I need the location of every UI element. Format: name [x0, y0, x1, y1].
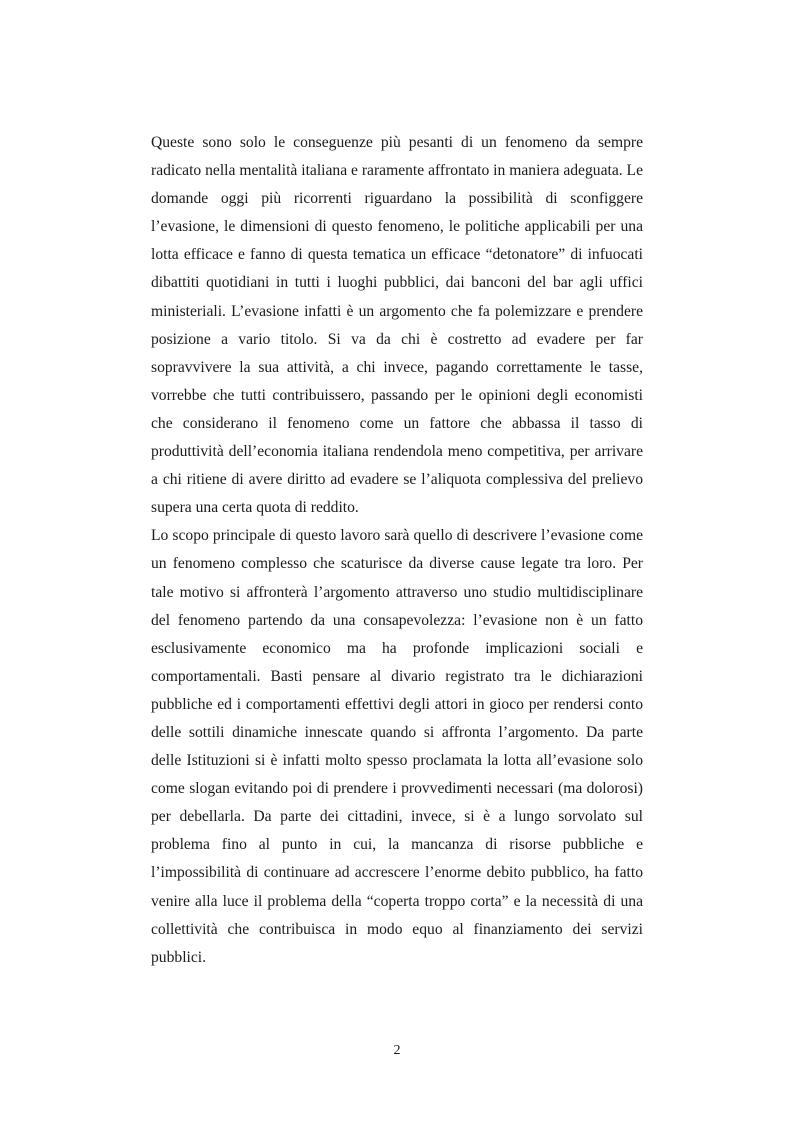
paragraph-2: Lo scopo principale di questo lavoro sarà quello di descrivere l’evasione come un fenomeno complesso che scaturisce da diverse cause legate tra loro. Per tale motivo si affronterà l’argomento attraverso uno studio multidisciplinare del fenomeno partendo da una consapevolezza: l’evasione non è un fatto esclusivamente economico ma ha profonde implicazioni sociali e comportamentali. Basti pensare al divario registrato tra le dichiarazioni pubbliche ed i comportamenti effettivi degli attori in gioco per rendersi conto delle sottili dinamiche innescate quando si affronta l’argomento. Da parte delle Istituzioni si è infatti molto spesso proclamata la lotta all’evasione solo come slogan evitando poi di prendere i provvedimenti necessari (ma dolorosi) per debellarla. Da parte dei cittadini, invece, si è a lungo sorvolato sul problema fino al punto in cui, la mancanza di risorse pubbliche e l’impossibilità di continuare ad accrescere l’enorme debito pubblico, ha fatto venire alla luce il problema della “coperta troppo corta” e la necessità di una collettività che contribuisca in modo equo al finanziamento dei servizi pubblici. — [151, 527, 643, 966]
body-text — [151, 129, 643, 972]
page-number: 2 — [393, 1043, 401, 1058]
paragraph-1: Queste sono solo le conseguenze più pesanti di un fenomeno da sempre radicato nella mentalità italiana e raramente affrontato in maniera adeguata. Le domande oggi più ricorrenti riguardano la possibilità di sconfiggere l’evasione, le dimensioni di questo fenomeno, le politiche applicabili per una lotta efficace e fanno di questa tematica un efficace “detonatore” di infuocati dibattiti quotidiani in tutti i luoghi pubblici, dai banconi del bar agli uffici ministeriali. L’evasione infatti è un argomento che fa polemizzare e prendere posizione a vario titolo. Si va da chi è costretto ad evadere per far sopravvivere la sua attività, a chi invece, pagando correttamente le tasse, vorrebbe che tutti contribuissero, passando per le opinioni degli economisti che considerano il fenomeno come un fattore che abbassa il tasso di produttività dell’economia italiana rendendola meno competitiva, per arrivare a chi ritiene di avere diritto ad evadere se l’aliquota complessiva del prelievo supera una certa quota di reddito. — [151, 134, 643, 517]
